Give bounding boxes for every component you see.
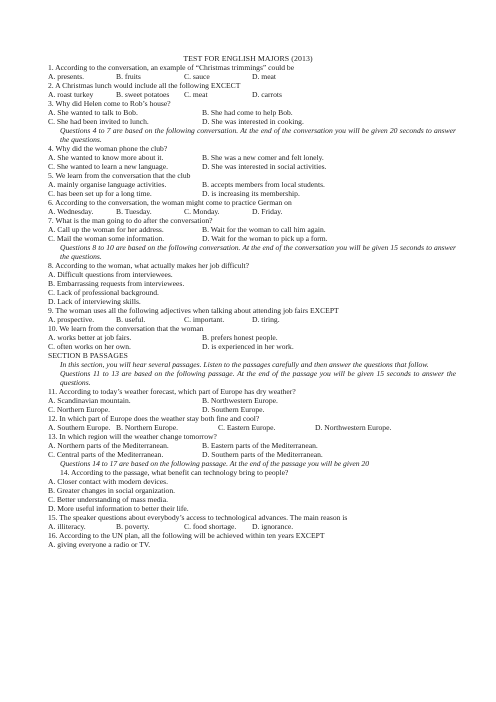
answer-options xyxy=(48,90,456,99)
answer-option: C. She wanted to learn a new language. xyxy=(48,162,168,171)
answer-option: C. Eastern Europe. xyxy=(218,423,276,432)
answer-option: D. tiring. xyxy=(252,315,280,324)
question-text: C. Lack of professional background. xyxy=(48,288,159,297)
question-text: 7. What is the man going to do after the conversation? xyxy=(48,216,213,225)
answer-option: C. important. xyxy=(184,315,225,324)
question-text: 9. The woman uses all the following adjectives when talking about attending job fairs EXCEPT xyxy=(48,306,339,315)
answer-option: C. meat xyxy=(184,90,208,99)
answer-options xyxy=(48,153,456,162)
question-text: D. Lack of interviewing skills. xyxy=(48,297,141,306)
section-instructions: Questions 14 to 17 are based on the following passage. At the end of the passage you will be given 20 xyxy=(60,459,369,468)
answer-option: A. prospective. xyxy=(48,315,95,324)
question-text: B. Embarrassing requests from interviewees. xyxy=(48,279,185,288)
answer-option: B. accepts members from local students. xyxy=(202,180,325,189)
answer-option: D. is increasing its membership. xyxy=(202,189,300,198)
answer-option: C. She had been invited to lunch. xyxy=(48,117,149,126)
answer-option: C. has been set up for a long time. xyxy=(48,189,152,198)
question-text: 14. According to the passage, what benefit can technology bring to people? xyxy=(60,468,289,477)
question-text: 16. According to the UN plan, all the following will be achieved within ten years EXCEPT xyxy=(48,531,325,540)
answer-options xyxy=(48,108,456,117)
answer-options xyxy=(48,522,456,531)
answer-options xyxy=(48,333,456,342)
answer-options xyxy=(48,450,456,459)
answer-options xyxy=(48,72,456,81)
section-heading: SECTION B PASSAGES xyxy=(48,351,129,360)
question-text: 1. According to the conversation, an example of “Christmas trimmings” could be xyxy=(48,63,295,72)
answer-option: A. Call up the woman for her address. xyxy=(48,225,164,234)
question-text: B. Greater changes in social organization. xyxy=(48,486,176,495)
answer-option: C. Monday. xyxy=(184,207,220,216)
answer-options xyxy=(48,405,456,414)
question-text: 13. In which region will the weather change tomorrow? xyxy=(48,432,217,441)
answer-option: C. Northern Europe. xyxy=(48,405,110,414)
answer-option: B. Northern Europe. xyxy=(116,423,178,432)
question-text: 8. According to the woman, what actually makes her job difficult? xyxy=(48,261,250,270)
question-text: A. Closer contact with modern devices. xyxy=(48,477,168,486)
answer-option: A. Southern Europe. xyxy=(48,423,111,432)
question-text: 4. Why did the woman phone the club? xyxy=(48,144,168,153)
question-text: C. Better understanding of mass media. xyxy=(48,495,168,504)
question-text: A. Difficult questions from interviewees. xyxy=(48,270,173,279)
answer-option: A. illiteracy. xyxy=(48,522,86,531)
question-text: 2. A Christmas lunch would include all the following EXCECT xyxy=(48,81,241,90)
question-text: A. giving everyone a radio or TV. xyxy=(48,540,151,549)
answer-option: A. presents. xyxy=(48,72,85,81)
answer-option: B. fruits xyxy=(116,72,141,81)
answer-option: C. sauce xyxy=(184,72,210,81)
question-text: 12. In which part of Europe does the weather stay both fine and cool? xyxy=(48,414,260,423)
section-instructions: Questions 11 to 13 are based on the following passage. At the end of the passage you will be given 15 seconds to answer the questions. xyxy=(60,369,456,387)
answer-option: A. She wanted to know more about it. xyxy=(48,153,164,162)
answer-option: B. She was a new comer and felt lonely. xyxy=(202,153,324,162)
question-text: 5. We learn from the conversation that the club xyxy=(48,171,191,180)
answer-option: C. Central parts of the Mediterranean. xyxy=(48,450,164,459)
question-text: 10. We learn from the conversation that the woman xyxy=(48,324,204,333)
answer-option: D. Southern parts of the Mediterranean. xyxy=(202,450,323,459)
answer-option: B. prefers honest people. xyxy=(202,333,278,342)
answer-option: B. She had come to help Bob. xyxy=(202,108,293,117)
answer-option: D. meat xyxy=(252,72,277,81)
answer-option: D. Southern Europe. xyxy=(202,405,265,414)
answer-options xyxy=(48,342,456,351)
answer-options xyxy=(48,162,456,171)
answer-option: B. Northwestern Europe. xyxy=(202,396,278,405)
answer-option: A. works better at job fairs. xyxy=(48,333,132,342)
answer-option: B. sweet potatoes xyxy=(116,90,170,99)
answer-option: D. carrots xyxy=(252,90,282,99)
answer-option: B. poverty. xyxy=(116,522,150,531)
answer-option: A. Wednesday. xyxy=(48,207,94,216)
answer-option: A. Northern parts of the Mediterranean. xyxy=(48,441,169,450)
answer-option: B. useful. xyxy=(116,315,146,324)
answer-option: D. She was interested in cooking. xyxy=(202,117,304,126)
answer-option: B. Tuesday. xyxy=(116,207,152,216)
answer-option: D. is experienced in her work. xyxy=(202,342,294,351)
answer-options xyxy=(48,234,456,243)
answer-options xyxy=(48,180,456,189)
section-instructions: Questions 4 to 7 are based on the following conversation. At the end of the conversation you will be given 20 seconds to answer the questions. xyxy=(60,126,456,144)
answer-options xyxy=(48,189,456,198)
answer-options xyxy=(48,423,456,432)
question-text: 15. The speaker questions about everybody’s access to technological advances. The main reason is xyxy=(48,513,348,522)
answer-option: D. ignorance. xyxy=(252,522,294,531)
answer-options xyxy=(48,441,456,450)
answer-options xyxy=(48,315,456,324)
section-instructions: Questions 8 to 10 are based on the following conversation. At the end of the conversation you will be given 15 seconds to answer the questions. xyxy=(60,243,456,261)
answer-option: D. Friday. xyxy=(252,207,283,216)
answer-option: A. She wanted to talk to Bob. xyxy=(48,108,138,117)
answer-option: C. food shortage. xyxy=(184,522,237,531)
question-text: 6. According to the conversation, the woman might come to practice German on xyxy=(48,198,292,207)
section-instructions: In this section, you will hear several passages. Listen to the passages carefully and then answer the questions that follow. xyxy=(60,360,429,369)
question-text: 11. According to today’s weather forecast, which part of Europe has dry weather? xyxy=(48,387,296,396)
answer-option: A. mainly organise language activities. xyxy=(48,180,167,189)
page-title: TEST FOR ENGLISH MAJORS (2013) xyxy=(183,54,313,63)
answer-option: B. Eastern parts of the Mediterranean. xyxy=(202,441,318,450)
answer-option: B. Wait for the woman to call him again. xyxy=(202,225,326,234)
answer-option: D. She was interested in social activities. xyxy=(202,162,327,171)
answer-option: C. Mail the woman some information. xyxy=(48,234,165,243)
answer-options xyxy=(48,225,456,234)
answer-option: A. roast turkey xyxy=(48,90,94,99)
answer-option: D. Wait for the woman to pick up a form. xyxy=(202,234,328,243)
answer-option: C. often works on her own. xyxy=(48,342,131,351)
answer-options xyxy=(48,117,456,126)
question-text: 3. Why did Helen come to Rob’s house? xyxy=(48,99,171,108)
answer-options xyxy=(48,207,456,216)
answer-option: D. Northwestern Europe. xyxy=(315,423,392,432)
question-text: D. More useful information to better their life. xyxy=(48,504,189,513)
answer-options xyxy=(48,396,456,405)
answer-option: A. Scandinavian mountain. xyxy=(48,396,131,405)
question-list xyxy=(48,63,456,549)
